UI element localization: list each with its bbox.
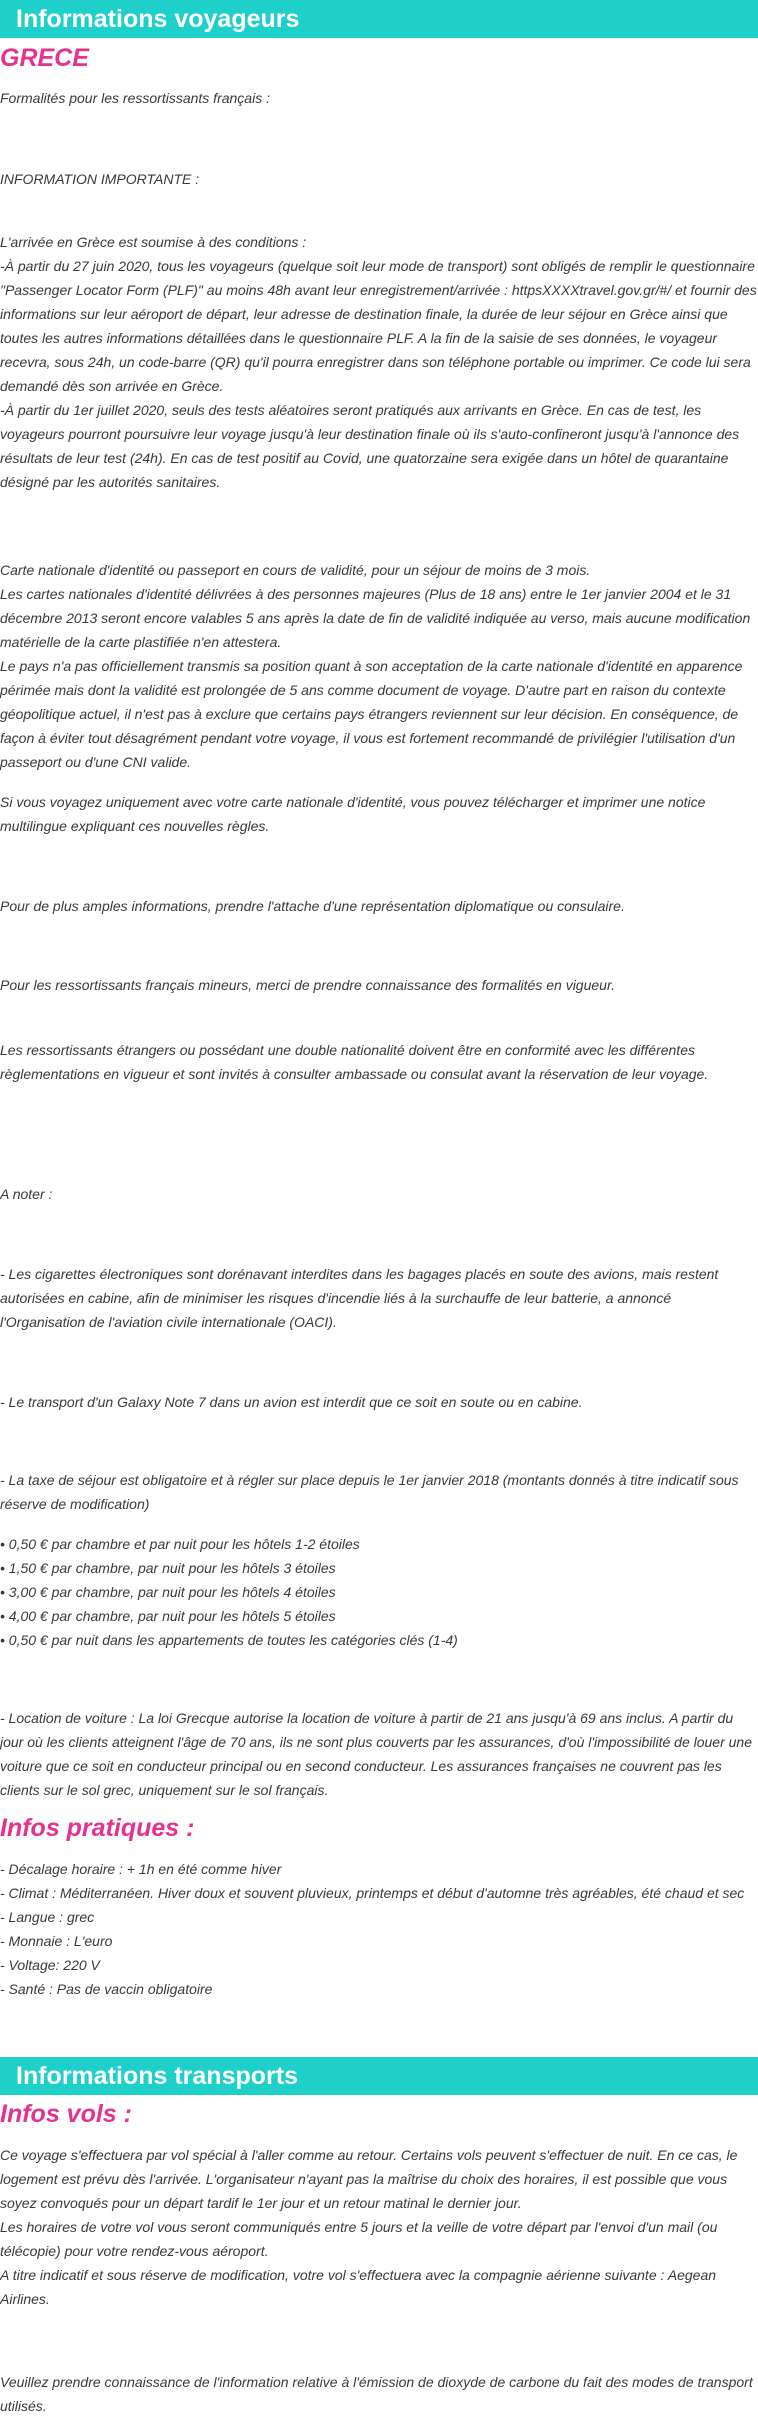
- co2-text: Veuillez prendre connaissance de l'information relative à l'émission de dioxyde de carbone du fait des modes de transport utilisés.: [0, 2374, 753, 2414]
- notice-text: Si vous voyagez uniquement avec votre carte nationale d'identité, vous pouvez télécharger et imprimer une notice multilingue expliquant ces nouvelles règles.: [0, 794, 706, 834]
- flights-title: Infos vols :: [0, 2100, 132, 2128]
- formalites-text: Formalités pour les ressortissants français :: [0, 90, 270, 106]
- section-banner-voyageurs: [0, 0, 758, 38]
- flights-special: Ce voyage s'effectuera par vol spécial à l'aller comme au retour. Certains vols peuvent s'effectuer de nuit. En ce cas, le logement est prévu dès l'arrivée. L'organisateur n'ayant pas la maîtrise du choix des horaires, il est possible que vous soyez convoqués pour un départ tardif le 1er jour et un retour matinal le dernier jour.: [0, 2147, 738, 2211]
- list-item: - Voltage: 220 V: [0, 1957, 100, 1973]
- country-name: GRECE: [0, 44, 89, 72]
- identity-validity: Les cartes nationales d'identité délivrées à des personnes majeures (Plus de 18 ans) entre le 1er janvier 2004 et le 31 décembre 2013 seront encore valables 5 ans après la date de fin de validité indiquée au verso, mais aucune modification matérielle de la carte plastifiée n'en attestera.: [0, 586, 751, 650]
- country-heading: [0, 44, 758, 73]
- foreigners-text: Les ressortissants étrangers ou possédant une double nationalité doivent être en conformité avec les différentes règlementations en vigueur et sont invités à consulter ambassade ou consulat avant la réservation de leur voyage.: [0, 1042, 709, 1082]
- conditions-tests: -À partir du 1er juillet 2020, seuls des tests aléatoires seront pratiqués aux arrivants en Grèce. En cas de test, les voyageurs pourront poursuivre leur voyage jusqu'à leur destination finale où ils s'auto-confineront jusqu'à l'annonce des résultats de leur test (24h). En cas de test positif au Covid, une quatorzaine sera exigée dans un hôtel de quarantaine désigné par les autorités sanitaires.: [0, 402, 740, 490]
- flights-schedule: Les horaires de votre vol vous seront communiqués entre 5 jours et la veille de votre départ par l'envoi d'un mail (ou télécopie) pour votre rendez-vous aéroport.: [0, 2219, 718, 2259]
- list-item: • 0,50 € par chambre et par nuit pour les hôtels 1-2 étoiles: [0, 1536, 360, 1552]
- list-item: • 1,50 € par chambre, par nuit pour les hôtels 3 étoiles: [0, 1560, 336, 1576]
- conditions-plf: -À partir du 27 juin 2020, tous les voyageurs (quelque soit leur mode de transport) sont obligés de remplir le questionnaire "Passenger Locator Form (PLF)" au moins 48h avant leur enregistrement/arrivée : httpsXXXXtravel.gov.gr/#/ et fournir des informations sur leur aéroport de départ, leur adresse de destination finale, la durée de leur séjour en Grèce ainsi que toutes les autres informations détaillées dans le questionnaire PLF. A la fin de la saisie de ses données, le voyageur recevra, sous 24h, un code-barre (QR) qu'il pourra enregistrer dans son téléphone portable ou imprimer. Ce code lui sera demandé dès son arrivée en Grèce.: [0, 258, 757, 394]
- list-item: - Santé : Pas de vaccin obligatoire: [0, 1981, 213, 1997]
- practical-info-list: [0, 1857, 758, 2001]
- tax-list: [0, 1532, 758, 1652]
- list-item: - Monnaie : L'euro: [0, 1933, 113, 1949]
- identity-position: Le pays n'a pas officiellement transmis sa position quant à son acceptation de la carte nationale d'identité en apparence périmée mais dont la validité est prolongée de 5 ans comme document de voyage. D'autre part en raison du contexte géopolitique actuel, il n'est pas à exclure que certains pays étrangers reviennent sur leur décision. En conséquence, de façon à éviter tout désagrément pendant votre voyage, il vous est fortement recommandé de privilégier l'utilisation d'un passeport ou d'une CNI valide.: [0, 658, 743, 770]
- practical-info-title: Infos pratiques :: [0, 1814, 195, 1842]
- list-item: - Langue : grec: [0, 1909, 95, 1925]
- diplomatic-text: Pour de plus amples informations, prendre l'attache d'une représentation diplomatique ou consulaire.: [0, 898, 625, 914]
- practical-info-block: [0, 1814, 758, 2001]
- list-item: • 4,00 € par chambre, par nuit pour les hôtels 5 étoiles: [0, 1608, 336, 1624]
- section-title: Informations voyageurs: [16, 5, 300, 33]
- flights-airline: A titre indicatif et sous réserve de modification, votre vol s'effectuera avec la compagnie aérienne suivante : Aegean Airlines.: [0, 2267, 717, 2307]
- conditions-block: [0, 230, 758, 494]
- section-title: Informations transports: [16, 2062, 298, 2090]
- flights-block: [0, 2100, 758, 2311]
- cigarettes-text: - Les cigarettes électroniques sont dorénavant interdites dans les bagages placés en soute des avions, mais restent autorisées en cabine, afin de minimiser les risques d'incendie liés à la surchauffe de leur batterie, a annoncé l'Organisation de l'aviation civile internationale (OACI).: [0, 1266, 719, 1330]
- list-item: - Décalage horaire : + 1h en été comme hiver: [0, 1861, 282, 1877]
- tax-text: - La taxe de séjour est obligatoire et à régler sur place depuis le 1er janvier 2018 (montants donnés à titre indicatif sous réserve de modification): [0, 1472, 739, 1512]
- list-item: • 3,00 € par chambre, par nuit pour les hôtels 4 étoiles: [0, 1584, 336, 1600]
- conditions-intro: L'arrivée en Grèce est soumise à des conditions :: [0, 234, 307, 250]
- identity-block: [0, 558, 758, 774]
- list-item: • 0,50 € par nuit dans les appartements de toutes les catégories clés (1-4): [0, 1632, 458, 1648]
- flights-text: [0, 2143, 758, 2311]
- section-banner-transports: [0, 2057, 758, 2095]
- list-item: - Climat : Méditerranéen. Hiver doux et souvent pluvieux, printemps et début d'automne très agréables, été chaud et sec: [0, 1885, 745, 1901]
- identity-intro: Carte nationale d'identité ou passeport en cours de validité, pour un séjour de moins de 3 mois.: [0, 562, 591, 578]
- galaxy-text: - Le transport d'un Galaxy Note 7 dans un avion est interdit que ce soit en soute ou en cabine.: [0, 1394, 583, 1410]
- note-heading: A noter :: [0, 1186, 53, 1202]
- car-rental-text: - Location de voiture : La loi Grecque autorise la location de voiture à partir de 21 ans jusqu'à 69 ans inclus. A partir du jour où les clients atteignent l'âge de 70 ans, ils ne sont plus couverts par les assurances, d'où l'impossibilité de louer une voiture que ce soit en conducteur principal ou en second conducteur. Les assurances françaises ne couvrent pas les clients sur le sol grec, uniquement sur le sol français.: [0, 1710, 753, 1798]
- important-heading: INFORMATION IMPORTANTE :: [0, 171, 200, 187]
- minors-text: Pour les ressortissants français mineurs, merci de prendre connaissance des formalités en vigueur.: [0, 977, 615, 993]
